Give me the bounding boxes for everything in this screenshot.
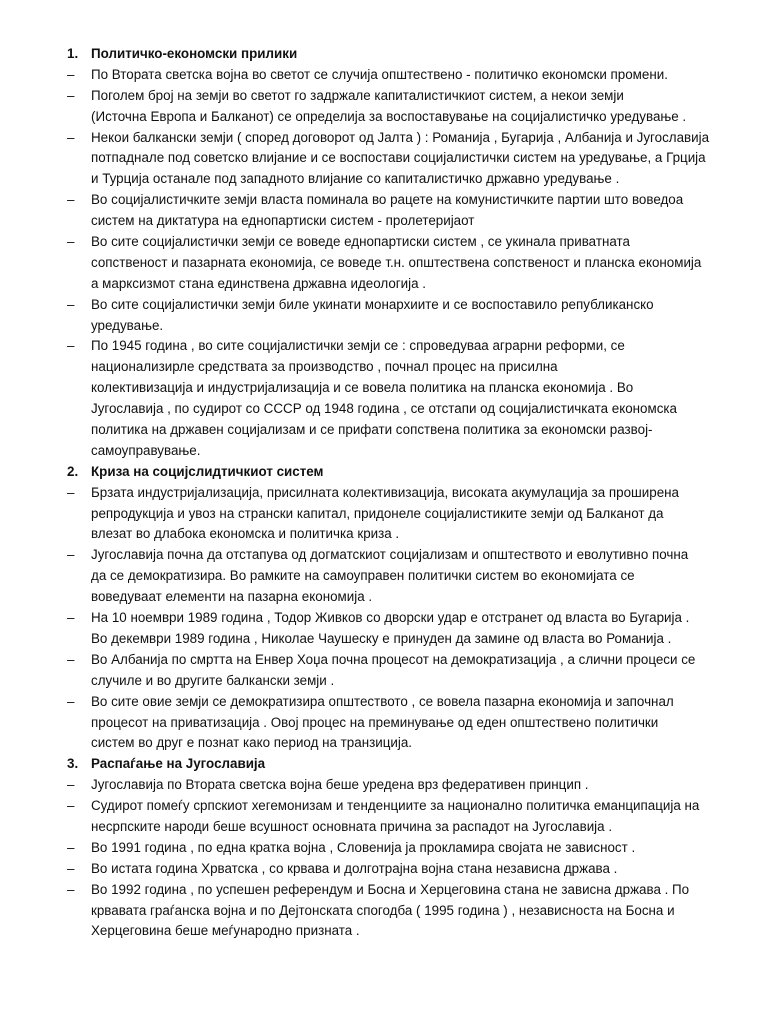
bullet-item-continuation xyxy=(0,253,768,274)
bullet-text: Југославија почна да отстапува од догматскиот социјализам и општеството и еволутивно почна xyxy=(91,547,689,563)
bullet-text: Во декември 1989 година , Николае Чаушеску е принуден да замине од власта во Романија . xyxy=(91,630,672,646)
section-heading xyxy=(0,754,768,775)
bullet-text: процесот на приватизација . Овој процес на преминување од еден општествено политички xyxy=(91,714,659,730)
bullet-text: да се демократизира. Во рамките на самоуправен политички систем во економијата се xyxy=(91,568,635,584)
bullet-item xyxy=(0,128,768,149)
bullet-item-continuation xyxy=(0,316,768,337)
bullet-text: систем во друг е познат како период на транзиција. xyxy=(91,735,413,751)
bullet-text: систем на диктатура на еднопартиски систем - пролетеријаот xyxy=(91,213,475,229)
section-number: 1. xyxy=(67,46,79,61)
bullet-text: а марксизмот стана единствена државна идеологија . xyxy=(91,275,427,291)
bullet-dash: – xyxy=(67,860,75,876)
bullet-item xyxy=(0,880,768,901)
section-title: Политичко-економски прилики xyxy=(91,46,298,61)
bullet-item-continuation xyxy=(0,566,768,587)
bullet-item-continuation xyxy=(0,378,768,399)
bullet-text: сопственост и пазарната економија, се воведе т.н. општествена сопственост и планска економија xyxy=(91,254,702,270)
bullet-dash: – xyxy=(67,798,75,814)
section-title: Криза на социјслидтичкиот систем xyxy=(91,463,324,479)
bullet-item-continuation xyxy=(0,107,768,128)
bullet-dash: – xyxy=(67,881,75,897)
bullet-text: На 10 ноември 1989 година , Тодор Живков со дворски удар е отстранет од власта во Бугарија . xyxy=(91,610,690,626)
bullet-text: Во 1992 година , по успешен референдум и Босна и Херцеговина стана не зависна држава . По xyxy=(91,881,690,897)
bullet-item-continuation xyxy=(0,733,768,754)
bullet-text: Во 1991 година , по една кратка војна , Словенија ја прокламира својата не зависност . xyxy=(91,839,636,855)
bullet-dash: – xyxy=(67,693,75,709)
bullet-dash: – xyxy=(67,484,75,500)
bullet-item-continuation xyxy=(0,921,768,942)
bullet-text: По Втората светска војна во светот се случија општествено - политичко економски промени. xyxy=(91,66,668,82)
bullet-dash: – xyxy=(67,777,75,793)
bullet-text: и Турција останале под западното влијание со капиталистичко државно уредување . xyxy=(91,171,620,187)
bullet-text: Југославија по Втората светска војна беше уредена врз федеративен принцип . xyxy=(91,777,589,793)
bullet-item-continuation xyxy=(0,524,768,545)
bullet-text: Во сите социјалистички земји се воведе еднопартиски систем , се укинала приватната xyxy=(91,234,630,250)
bullet-item xyxy=(0,775,768,796)
bullet-dash: – xyxy=(67,66,75,82)
bullet-text: крвавата граѓанска војна и по Дејтонската спогодба ( 1995 година ) , независноста на Босна и xyxy=(91,902,675,918)
bullet-item xyxy=(0,545,768,566)
bullet-item xyxy=(0,838,768,859)
bullet-text: Во социјалистичките земји власта поминала во рацете на комунистичките партии што воведоа xyxy=(91,192,684,208)
bullet-text: Југославија , по судирот со СССР од 1948 година , се отстапи од социјалистичката економска xyxy=(91,401,677,417)
bullet-text: влезат во длабока економска и политичка криза . xyxy=(91,526,400,542)
bullet-text: Поголем број на земји во светот го задржале капиталистичкиот систем, а некои земји xyxy=(91,87,624,103)
bullet-text: политика на државен социјализам и се прифати сопствена политика за економски развој- xyxy=(91,422,653,438)
bullet-text: репродукција и увоз на странски капитал, придонеле социјалистиките земји од Балканот да xyxy=(91,505,664,521)
bullet-text: Судирот помеѓу српскиот хегемонизам и тенденциите за национално политичка еманципација на xyxy=(91,798,700,814)
bullet-dash: – xyxy=(67,296,75,312)
bullet-item xyxy=(0,608,768,629)
section-title: Распаѓање на Југославија xyxy=(91,756,266,772)
bullet-text: По 1945 година , во сите социјалистички земји се : спроведуваа аграрни реформи, се xyxy=(91,338,625,354)
bullet-text: случиле и во другите балкански земји . xyxy=(91,672,335,688)
bullet-item xyxy=(0,483,768,504)
bullet-text: самоуправување. xyxy=(91,442,201,458)
bullet-item-continuation xyxy=(0,357,768,378)
bullet-item xyxy=(0,796,768,817)
bullet-text: уредување. xyxy=(91,317,164,333)
bullet-item xyxy=(0,232,768,253)
bullet-text: колективизација и индустријализација и се вовела политика на планска економија . Во xyxy=(91,380,634,396)
bullet-text: (Источна Европа и Балканот) се определија за воспоставување на социјалистичко уредување . xyxy=(91,108,687,124)
bullet-dash: – xyxy=(67,547,75,563)
bullet-text: Во истата година Хрватска , со крвава и долготрајна војна стана независна држава . xyxy=(91,860,618,876)
bullet-item xyxy=(0,859,768,880)
bullet-item-continuation xyxy=(0,148,768,169)
bullet-item-continuation xyxy=(0,901,768,922)
bullet-item xyxy=(0,65,768,86)
bullet-item-continuation xyxy=(0,441,768,462)
section-number: 3. xyxy=(67,756,79,772)
bullet-text: Брзата индустријализација, присилната колективизација, високата акумулација за проширена xyxy=(91,484,679,500)
bullet-item-continuation xyxy=(0,713,768,734)
bullet-dash: – xyxy=(67,338,75,354)
bullet-text: воведуваат елементи на пазарна економија . xyxy=(91,589,373,605)
bullet-item xyxy=(0,336,768,357)
bullet-dash: – xyxy=(67,234,75,250)
bullet-text: Во сите социјалистички земји биле укинати монархиите и се воспоставило републиканско xyxy=(91,296,654,312)
bullet-item-continuation xyxy=(0,169,768,190)
bullet-dash: – xyxy=(67,129,75,145)
bullet-item-continuation xyxy=(0,504,768,525)
bullet-dash: – xyxy=(67,839,75,855)
bullet-item-continuation xyxy=(0,587,768,608)
bullet-text: Херцеговина беше меѓународно призната . xyxy=(91,923,360,939)
bullet-item-continuation xyxy=(0,399,768,420)
bullet-text: несрпските народи беше всушност основната причина за распадот на Југославија . xyxy=(91,818,613,834)
bullet-item xyxy=(0,650,768,671)
bullet-dash: – xyxy=(67,610,75,626)
bullet-dash: – xyxy=(67,87,75,103)
bullet-text: Во сите овие земји се демократизира општеството , се вовела пазарна економија и започнал xyxy=(91,693,674,709)
bullet-item-continuation xyxy=(0,420,768,441)
section-heading xyxy=(0,44,768,65)
bullet-text: Во Албанија по смртта на Енвер Хоџа почна процесот на демократизација , а слични процеси се xyxy=(91,651,696,667)
bullet-item-continuation xyxy=(0,211,768,232)
bullet-item xyxy=(0,295,768,316)
bullet-item xyxy=(0,86,768,107)
bullet-item-continuation xyxy=(0,274,768,295)
section-heading xyxy=(0,462,768,483)
bullet-dash: – xyxy=(67,651,75,667)
section-number: 2. xyxy=(67,463,79,479)
bullet-text: Некои балкански земји ( според договорот од Јалта ) : Романија , Бугарија , Албанија и Југославија xyxy=(91,129,710,145)
bullet-item xyxy=(0,692,768,713)
bullet-item-continuation xyxy=(0,671,768,692)
bullet-text: потпаднале под советско влијание и се воспостави социјалистички систем на уредување, а Грција xyxy=(91,150,706,166)
bullet-dash: – xyxy=(67,192,75,208)
bullet-item xyxy=(0,190,768,211)
bullet-item-continuation xyxy=(0,629,768,650)
document-page xyxy=(0,44,768,942)
bullet-item-continuation xyxy=(0,817,768,838)
bullet-text: национализирле средствата за производство , почнал процес на присилна xyxy=(91,359,558,375)
